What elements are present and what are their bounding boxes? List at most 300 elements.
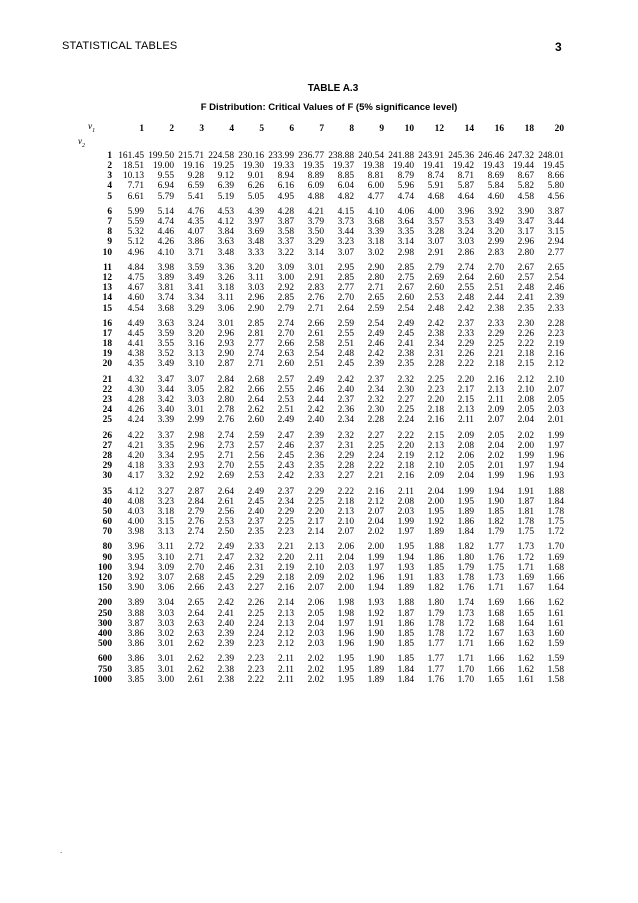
table-cell: 2.29	[337, 450, 354, 461]
table-cell: 2.44	[307, 395, 324, 406]
table-cell: 3.15	[157, 517, 174, 528]
table-cell: 1.89	[397, 583, 414, 594]
table-cell: 2.41	[517, 293, 534, 304]
table-cell: 4.75	[127, 272, 144, 283]
table-cell: 4.17	[127, 471, 144, 482]
column-header: 10	[404, 124, 414, 134]
table-cell: 2.31	[337, 440, 354, 451]
table-cell: 2.47	[217, 552, 234, 563]
table-cell: 3.14	[397, 237, 414, 248]
table-cell: 2.44	[487, 293, 504, 304]
table-cell: 4.10	[157, 247, 174, 258]
row-label: 40	[102, 496, 112, 507]
table-row	[78, 293, 564, 303]
table-cell: 3.89	[127, 598, 144, 609]
table-cell: 1.86	[397, 618, 414, 629]
table-cell: 2.24	[247, 618, 264, 629]
table-row	[78, 542, 564, 552]
table-cell: 2.33	[307, 471, 324, 482]
table-cell: 2.32	[397, 374, 414, 385]
table-cell: 5.79	[157, 191, 174, 202]
table-cell: 4.30	[127, 384, 144, 395]
table-cell: 19.33	[272, 161, 294, 172]
row-label: 2	[107, 161, 112, 172]
table-cell: 2.49	[247, 486, 264, 497]
table-cell: 2.15	[427, 430, 444, 441]
table-cell: 2.18	[427, 405, 444, 416]
table-cell: 1.91	[367, 618, 384, 629]
table-cell: 1.90	[367, 654, 384, 665]
table-cell: 1.86	[457, 517, 474, 528]
table-cell: 4.41	[127, 339, 144, 350]
row-label: 400	[97, 628, 112, 639]
table-cell: 4.64	[457, 191, 474, 202]
table-cell: 1.62	[517, 639, 534, 650]
table-cell: 2.42	[427, 318, 444, 329]
table-cell: 2.54	[547, 272, 564, 283]
table-cell: 4.06	[397, 206, 414, 217]
table-cell: 2.74	[277, 318, 294, 329]
table-cell: 240.54	[358, 150, 384, 161]
table-cell: 1.99	[367, 552, 384, 563]
table-row	[78, 227, 564, 237]
table-cell: 3.07	[427, 237, 444, 248]
table-cell: 2.70	[277, 328, 294, 339]
table-cell: 1.81	[517, 506, 534, 517]
table-cell: 1.78	[547, 506, 564, 517]
table-cell: 1.95	[337, 674, 354, 685]
table-cell: 2.63	[187, 618, 204, 629]
table-cell: 19.44	[512, 161, 534, 172]
table-cell: 2.37	[277, 486, 294, 497]
table-cell: 5.82	[517, 181, 534, 192]
table-row	[78, 507, 564, 517]
table-cell: 3.18	[367, 237, 384, 248]
table-cell: 2.20	[277, 552, 294, 563]
table-cell: 2.12	[517, 374, 534, 385]
table-cell: 1.97	[517, 461, 534, 472]
table-cell: 2.39	[217, 654, 234, 665]
table-cell: 1.64	[517, 618, 534, 629]
table-cell: 2.68	[187, 573, 204, 584]
table-cell: 1.99	[457, 486, 474, 497]
table-cell: 2.54	[307, 349, 324, 360]
table-cell: 2.28	[337, 461, 354, 472]
table-cell: 1.65	[517, 608, 534, 619]
table-cell: 2.57	[247, 440, 264, 451]
table-cell: 1.99	[397, 517, 414, 528]
table-row	[78, 405, 564, 415]
table-cell: 2.66	[277, 339, 294, 350]
table-cell: 2.09	[427, 471, 444, 482]
table-cell: 3.52	[157, 349, 174, 360]
table-cell: 2.76	[187, 517, 204, 528]
table-cell: 3.86	[187, 237, 204, 248]
row-label: 70	[102, 527, 112, 538]
table-cell: 2.71	[367, 283, 384, 294]
table-cell: 3.39	[367, 227, 384, 238]
table-cell: 2.57	[277, 374, 294, 385]
table-label: TABLE A.3	[307, 83, 359, 94]
table-cell: 2.10	[307, 562, 324, 573]
table-cell: 3.85	[127, 664, 144, 675]
table-cell: 2.17	[457, 384, 474, 395]
table-cell: 3.49	[487, 217, 504, 228]
nu2-label	[78, 136, 114, 151]
table-row	[78, 553, 564, 563]
table-cell: 3.22	[277, 247, 294, 258]
table-cell: 2.23	[247, 664, 264, 675]
table-cell: 4.26	[127, 405, 144, 416]
table-cell: 2.46	[307, 384, 324, 395]
table-cell: 2.07	[337, 527, 354, 538]
table-cell: 2.12	[277, 639, 294, 650]
column-header: 7	[319, 124, 324, 134]
table-cell: 4.00	[427, 206, 444, 217]
table-cell: 3.13	[187, 349, 204, 360]
table-cell: 2.11	[277, 654, 294, 665]
table-cell: 4.88	[307, 191, 324, 202]
table-row	[78, 349, 564, 359]
table-cell: 1.98	[337, 608, 354, 619]
table-cell: 4.74	[157, 217, 174, 228]
table-cell: 2.25	[367, 440, 384, 451]
row-label: 7	[107, 217, 112, 228]
table-cell: 2.48	[337, 349, 354, 360]
table-cell: 2.80	[217, 395, 234, 406]
table-cell: 2.41	[397, 339, 414, 350]
column-header: 20	[554, 124, 564, 134]
table-cell: 2.39	[367, 359, 384, 370]
table-cell: 2.91	[427, 247, 444, 258]
row-label: 200	[97, 598, 112, 609]
row-label: 9	[107, 237, 112, 248]
table-cell: 19.43	[482, 161, 504, 172]
table-cell: 1.60	[547, 628, 564, 639]
table-cell: 2.34	[367, 384, 384, 395]
table-cell: 2.31	[427, 349, 444, 360]
table-cell: 2.38	[397, 349, 414, 360]
table-cell: 2.19	[277, 562, 294, 573]
table-cell: 3.63	[157, 318, 174, 329]
table-cell: 2.12	[277, 628, 294, 639]
table-cell: 2.13	[427, 440, 444, 451]
table-cell: 1.93	[397, 562, 414, 573]
table-row	[78, 629, 564, 639]
table-cell: 2.18	[517, 349, 534, 360]
table-cell: 2.20	[397, 440, 414, 451]
table-cell: 1.97	[547, 440, 564, 451]
table-cell: 3.20	[487, 227, 504, 238]
table-cell: 2.05	[457, 461, 474, 472]
table-cell: 19.00	[152, 161, 174, 172]
table-cell: 6.09	[307, 181, 324, 192]
table-cell: 3.00	[157, 674, 174, 685]
table-cell: 3.49	[157, 359, 174, 370]
table-cell: 2.81	[247, 328, 264, 339]
table-cell: 3.85	[127, 674, 144, 685]
table-cell: 2.04	[457, 471, 474, 482]
table-cell: 3.81	[157, 283, 174, 294]
table-body	[78, 151, 564, 685]
table-cell: 2.53	[277, 395, 294, 406]
row-label: 26	[102, 430, 112, 441]
table-cell: 2.09	[307, 573, 324, 584]
row-label: 10	[102, 247, 112, 258]
table-cell: 2.40	[247, 506, 264, 517]
table-cell: 2.04	[517, 415, 534, 426]
table-cell: 3.09	[157, 562, 174, 573]
table-cell: 1.66	[547, 573, 564, 584]
table-cell: 3.87	[547, 206, 564, 217]
table-cell: 3.01	[157, 654, 174, 665]
row-label: 6	[107, 206, 112, 217]
row-label: 1000	[93, 674, 112, 685]
table-cell: 2.64	[337, 303, 354, 314]
table-cell: 1.66	[487, 639, 504, 650]
table-cell: 3.79	[307, 217, 324, 228]
table-cell: 1.68	[487, 618, 504, 629]
table-cell: 2.29	[487, 328, 504, 339]
table-cell: 2.46	[217, 562, 234, 573]
table-cell: 2.22	[397, 430, 414, 441]
table-cell: 1.71	[517, 562, 534, 573]
table-cell: 2.02	[307, 654, 324, 665]
table-cell: 1.97	[397, 527, 414, 538]
table-cell: 1.85	[397, 654, 414, 665]
row-label: 300	[97, 618, 112, 629]
table-cell: 2.94	[547, 237, 564, 248]
table-cell: 2.04	[337, 552, 354, 563]
row-label: 100	[97, 562, 112, 573]
table-cell: 3.63	[217, 237, 234, 248]
table-title: F Distribution: Critical Values of F (5% significance level)	[200, 102, 458, 113]
table-cell: 1.71	[487, 583, 504, 594]
table-cell: 241.88	[388, 150, 414, 161]
table-cell: 2.13	[277, 608, 294, 619]
table-cell: 2.77	[337, 283, 354, 294]
table-row	[78, 430, 564, 440]
table-cell: 1.67	[487, 628, 504, 639]
table-cell: 2.02	[487, 450, 504, 461]
table-cell: 2.92	[277, 283, 294, 294]
table-cell: 1.65	[487, 674, 504, 685]
table-cell: 2.55	[277, 384, 294, 395]
table-cell: 3.18	[157, 506, 174, 517]
table-cell: 3.09	[277, 262, 294, 273]
table-cell: 1.70	[457, 674, 474, 685]
table-cell: 2.51	[307, 359, 324, 370]
nu2-row	[78, 136, 564, 151]
table-cell: 3.96	[457, 206, 474, 217]
nu1-label	[78, 122, 114, 136]
table-cell: 2.57	[517, 272, 534, 283]
table-cell: 2.38	[217, 674, 234, 685]
row-label: 25	[102, 415, 112, 426]
table-cell: 2.71	[187, 552, 204, 563]
table-cell: 6.94	[157, 181, 174, 192]
table-cell: 2.85	[397, 262, 414, 273]
table-cell: 2.79	[277, 303, 294, 314]
table-cell: 2.71	[307, 303, 324, 314]
table-cell: 1.75	[487, 562, 504, 573]
table-cell: 1.58	[547, 664, 564, 675]
table-cell: 2.07	[367, 506, 384, 517]
table-cell: 1.79	[457, 562, 474, 573]
table-cell: 2.27	[247, 583, 264, 594]
table-cell: 3.15	[547, 227, 564, 238]
table-cell: 2.01	[547, 415, 564, 426]
table-cell: 3.33	[157, 461, 174, 472]
row-label: 19	[102, 349, 112, 360]
table-cell: 3.02	[367, 247, 384, 258]
table-cell: 2.93	[217, 339, 234, 350]
table-cell: 2.09	[487, 405, 504, 416]
table-cell: 2.06	[457, 450, 474, 461]
table-cell: 2.28	[547, 318, 564, 329]
table-cell: 2.64	[457, 272, 474, 283]
row-label: 120	[97, 573, 112, 584]
table-cell: 3.73	[337, 217, 354, 228]
table-cell: 3.23	[157, 496, 174, 507]
table-cell: 2.39	[217, 628, 234, 639]
table-cell: 2.35	[307, 461, 324, 472]
table-cell: 2.04	[427, 486, 444, 497]
row-label: 14	[102, 293, 112, 304]
table-row	[78, 181, 564, 191]
table-cell: 3.26	[217, 272, 234, 283]
row-label: 30	[102, 471, 112, 482]
table-cell: 2.08	[457, 440, 474, 451]
table-cell: 1.82	[487, 517, 504, 528]
table-cell: 2.33	[457, 328, 474, 339]
row-label: 60	[102, 517, 112, 528]
table-cell: 2.34	[427, 339, 444, 350]
table-cell: 2.96	[247, 293, 264, 304]
table-cell: 2.03	[397, 506, 414, 517]
table-cell: 2.51	[487, 283, 504, 294]
table-cell: 2.20	[457, 374, 474, 385]
table-cell: 2.21	[367, 471, 384, 482]
table-cell: 5.84	[487, 181, 504, 192]
table-cell: 2.45	[337, 359, 354, 370]
subscript: 1	[92, 127, 96, 134]
table-cell: 1.93	[547, 471, 564, 482]
table-cell: 2.84	[217, 374, 234, 385]
table-cell: 2.22	[517, 339, 534, 350]
table-cell: 5.96	[397, 181, 414, 192]
table-cell: 1.61	[517, 674, 534, 685]
table-cell: 2.42	[337, 374, 354, 385]
table-cell: 2.72	[187, 542, 204, 553]
table-row	[78, 461, 564, 471]
table-cell: 2.27	[397, 395, 414, 406]
table-cell: 2.53	[247, 471, 264, 482]
table-cell: 2.46	[277, 440, 294, 451]
table-cell: 2.25	[307, 496, 324, 507]
table-cell: 247.32	[508, 150, 534, 161]
table-cell: 2.15	[457, 395, 474, 406]
table-cell: 3.44	[337, 227, 354, 238]
table-cell: 19.45	[542, 161, 564, 172]
table-cell: 3.59	[187, 262, 204, 273]
table-cell: 2.12	[367, 496, 384, 507]
row-label: 90	[102, 552, 112, 563]
table-cell: 1.82	[457, 542, 474, 553]
table-cell: 1.99	[487, 471, 504, 482]
table-cell: 246.46	[478, 150, 504, 161]
table-cell: 236.77	[298, 150, 324, 161]
table-row	[78, 675, 564, 685]
table-cell: 2.39	[217, 639, 234, 650]
table-cell: 2.04	[367, 517, 384, 528]
column-header: 12	[434, 124, 444, 134]
table-cell: 2.25	[277, 517, 294, 528]
column-header: 18	[524, 124, 534, 134]
table-cell: 2.37	[307, 440, 324, 451]
table-row	[78, 161, 564, 171]
table-cell: 1.66	[487, 654, 504, 665]
table-cell: 3.95	[127, 552, 144, 563]
row-label: 29	[102, 461, 112, 472]
table-cell: 19.35	[302, 161, 324, 172]
table-cell: 2.99	[487, 237, 504, 248]
table-cell: 2.41	[217, 608, 234, 619]
table-cell: 2.26	[457, 349, 474, 360]
table-row	[78, 486, 564, 496]
table-cell: 3.03	[157, 608, 174, 619]
table-cell: 3.90	[517, 206, 534, 217]
table-row	[78, 375, 564, 385]
table-cell: 1.94	[487, 486, 504, 497]
table-cell: 2.62	[187, 639, 204, 650]
table-cell: 3.07	[157, 573, 174, 584]
table-cell: 1.84	[457, 527, 474, 538]
table-cell: 9.55	[157, 171, 174, 182]
table-cell: 2.51	[337, 339, 354, 350]
table-cell: 3.18	[217, 283, 234, 294]
table-cell: 4.38	[127, 349, 144, 360]
table-cell: 6.04	[337, 181, 354, 192]
table-cell: 6.61	[127, 191, 144, 202]
table-cell: 2.20	[307, 506, 324, 517]
table-cell: 2.05	[487, 430, 504, 441]
table-cell: 2.64	[187, 608, 204, 619]
table-cell: 1.84	[547, 496, 564, 507]
table-cell: 2.93	[187, 461, 204, 472]
table-cell: 1.58	[547, 674, 564, 685]
table-cell: 2.19	[397, 450, 414, 461]
table-cell: 19.37	[332, 161, 354, 172]
table-cell: 2.04	[307, 618, 324, 629]
table-cell: 4.18	[127, 461, 144, 472]
table-cell: 1.76	[457, 583, 474, 594]
table-cell: 2.45	[277, 450, 294, 461]
table-cell: 2.14	[307, 527, 324, 538]
table-cell: 2.80	[517, 247, 534, 258]
table-cell: 2.02	[307, 674, 324, 685]
table-cell: 4.49	[127, 318, 144, 329]
table-cell: 2.34	[277, 496, 294, 507]
table-cell: 4.95	[277, 191, 294, 202]
table-cell: 3.92	[127, 573, 144, 584]
table-cell: 1.78	[457, 573, 474, 584]
table-cell: 2.90	[247, 303, 264, 314]
table-cell: 2.60	[397, 293, 414, 304]
table-cell: 2.42	[217, 598, 234, 609]
table-cell: 1.99	[547, 430, 564, 441]
table-cell: 2.24	[367, 450, 384, 461]
